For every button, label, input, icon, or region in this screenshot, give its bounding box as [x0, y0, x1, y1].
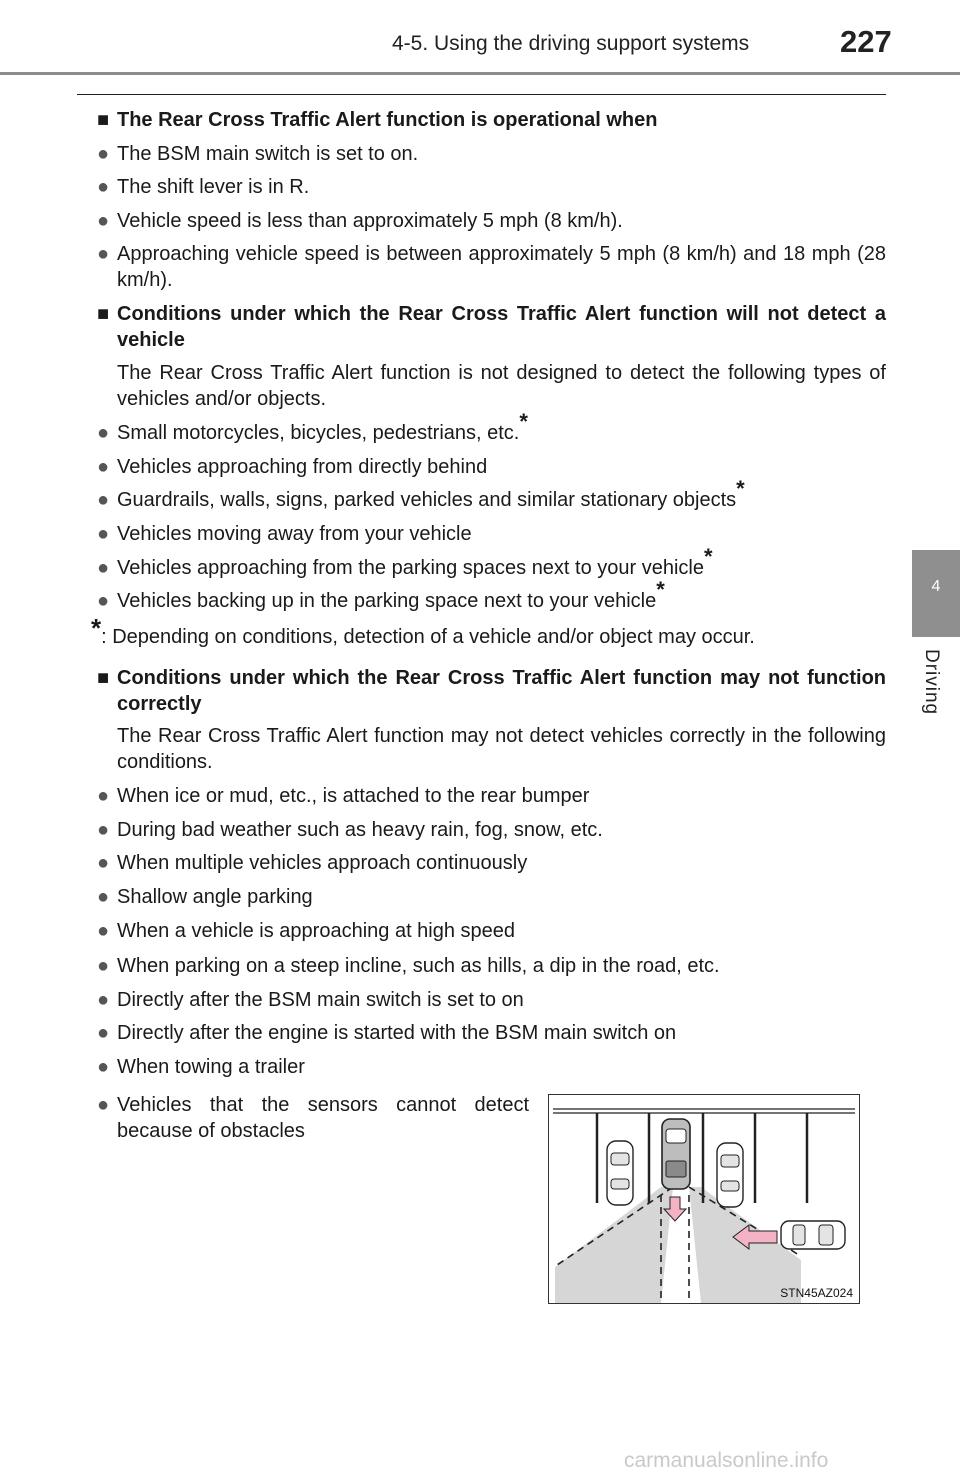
list-item: ● During bad weather such as heavy rain, fog, snow, etc. [97, 819, 603, 841]
footnote-marker: * [519, 409, 528, 434]
section-heading-not-detect: ■ Conditions under which the Rear Cross Traffic Alert function will not detect a vehicle [97, 303, 886, 351]
list-item: ● Vehicles moving away from your vehicle [97, 523, 472, 545]
list-item: ● Vehicles approaching from the parking spaces next to your vehicle* [97, 544, 713, 579]
bullet-icon: ● [97, 489, 110, 511]
parked-car-right [717, 1143, 743, 1207]
bullet-icon: ● [97, 456, 110, 478]
bullet-icon: ● [97, 590, 110, 612]
section-intro: The Rear Cross Traffic Alert function is not designed to detect the following types of vehicles and/or objects. [117, 362, 886, 410]
bullet-icon: ● [97, 557, 110, 579]
list-item: ● When parking on a steep incline, such as hills, a dip in the road, etc. [97, 955, 720, 977]
figure-code: STN45AZ024 [780, 1286, 853, 1300]
own-vehicle [662, 1119, 690, 1189]
parked-car-left [607, 1141, 633, 1205]
page-number: 227 [840, 24, 892, 59]
list-item: ● Directly after the engine is started with the BSM main switch on [97, 1022, 677, 1044]
list-item: ● Vehicles approaching from directly behind [97, 456, 488, 478]
bullet-icon: ● [97, 955, 110, 977]
chapter-tab-number: 4 [931, 578, 941, 595]
footnote-marker: * [656, 577, 665, 602]
list-item: ● When a vehicle is approaching at high speed [97, 920, 516, 942]
parking-diagram [549, 1095, 859, 1303]
list-item: ● Vehicle speed is less than approximately 5 mph (8 km/h). [97, 210, 623, 232]
bullet-icon: ● [97, 785, 110, 807]
section-heading-may-not-function: ■ Conditions under which the Rear Cross Traffic Alert function may not function correctly [97, 667, 886, 715]
list-item: ● Small motorcycles, bicycles, pedestrians, etc.* [97, 409, 528, 444]
bullet-icon: ● [97, 143, 110, 165]
list-item: ● Vehicles backing up in the parking space next to your vehicle* [97, 577, 665, 612]
square-bullet-icon: ■ [97, 303, 110, 325]
list-item: ● Vehicles that the sensors cannot detect because of obstacles [97, 1094, 529, 1142]
list-item: ● The shift lever is in R. [97, 176, 310, 198]
list-item: ● When multiple vehicles approach continuously [97, 852, 528, 874]
chapter-tab-label: Driving [921, 649, 942, 716]
square-bullet-icon: ■ [97, 109, 110, 131]
bullet-icon: ● [97, 819, 110, 841]
bullet-icon: ● [97, 989, 110, 1011]
bullet-icon: ● [97, 852, 110, 874]
list-item: ● When towing a trailer [97, 1056, 305, 1078]
square-bullet-icon: ■ [97, 667, 110, 689]
watermark: carmanualsonline.info [624, 1449, 829, 1472]
footnote-marker: * [704, 544, 713, 569]
bullet-icon: ● [97, 1094, 110, 1116]
bullet-icon: ● [97, 210, 110, 232]
footnote-star: * [91, 613, 102, 643]
section-heading-operational: ■ The Rear Cross Traffic Alert function is operational when [97, 109, 658, 131]
bullet-icon: ● [97, 422, 110, 444]
parking-illustration [548, 1094, 860, 1304]
header-section-title: 4-5. Using the driving support systems [392, 32, 750, 55]
bullet-icon: ● [97, 920, 110, 942]
footnote-marker: * [736, 476, 745, 501]
page-header [0, 0, 960, 78]
list-item: ● Directly after the BSM main switch is set to on [97, 989, 524, 1011]
list-item: ● Guardrails, walls, signs, parked vehicles and similar stationary objects* [97, 476, 745, 511]
chapter-tab [912, 550, 960, 637]
list-item: ● When ice or mud, etc., is attached to the rear bumper [97, 785, 590, 807]
list-item: ● The BSM main switch is set to on. [97, 143, 419, 165]
bullet-icon: ● [97, 176, 110, 198]
content-top-rule [77, 94, 886, 95]
approaching-vehicle [781, 1221, 845, 1249]
list-item: ● Approaching vehicle speed is between approximately 5 mph (8 km/h) and 18 mph (28 km/h). [97, 243, 886, 291]
bullet-icon: ● [97, 523, 110, 545]
list-item: ● Shallow angle parking [97, 886, 313, 908]
section-intro: The Rear Cross Traffic Alert function may not detect vehicles correctly in the following conditions. [117, 725, 886, 773]
footnote: *: Depending on conditions, detection of a vehicle and/or object may occur. [91, 613, 755, 648]
header-rule [0, 72, 960, 75]
bullet-icon: ● [97, 1022, 110, 1044]
bullet-icon: ● [97, 243, 110, 265]
bullet-icon: ● [97, 886, 110, 908]
bullet-icon: ● [97, 1056, 110, 1078]
